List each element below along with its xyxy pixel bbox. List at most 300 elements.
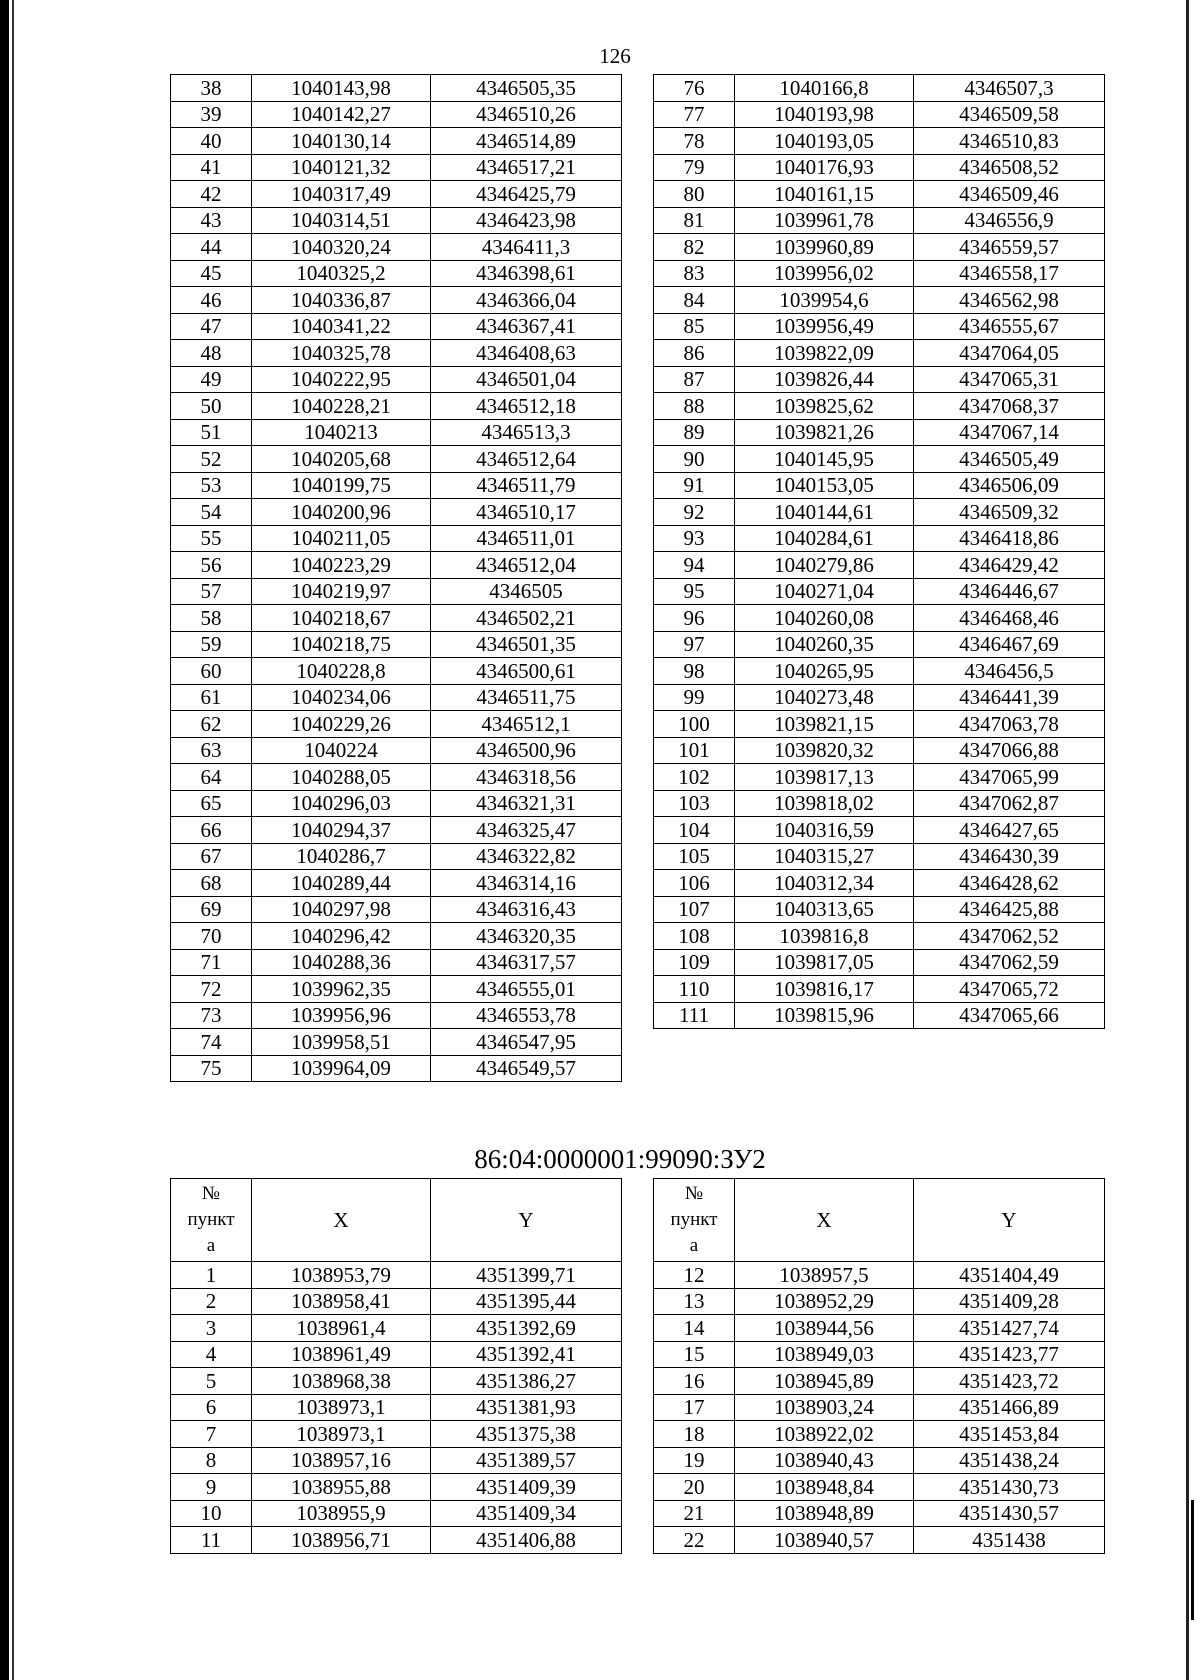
- table-row: [654, 499, 1105, 526]
- point-number-cell: 52: [171, 446, 252, 473]
- point-number-cell: 95: [654, 578, 735, 605]
- point-number-cell: 89: [654, 419, 735, 446]
- table-row: [654, 181, 1105, 208]
- x-coordinate-cell: 1038957,16: [252, 1447, 431, 1474]
- y-coordinate-cell: 4346558,17: [914, 260, 1105, 287]
- table-row: [654, 101, 1105, 128]
- table-row: [654, 631, 1105, 658]
- x-coordinate-cell: 1040296,03: [252, 790, 431, 817]
- x-coordinate-cell: 1039817,05: [735, 949, 914, 976]
- x-coordinate-cell: 1040320,24: [252, 234, 431, 261]
- point-number-cell: 106: [654, 870, 735, 897]
- y-coordinate-cell: 4351404,49: [914, 1262, 1105, 1289]
- y-coordinate-cell: 4346317,57: [431, 949, 622, 976]
- y-coordinate-cell: 4346549,57: [431, 1055, 622, 1082]
- y-coordinate-cell: 4346468,46: [914, 605, 1105, 632]
- x-coordinate-cell: 1038953,79: [252, 1262, 431, 1289]
- x-coordinate-cell: 1039956,02: [735, 260, 914, 287]
- x-coordinate-cell: 1040288,05: [252, 764, 431, 791]
- parcel-coordinates-table-right: [653, 1178, 1105, 1554]
- x-coordinate-cell: 1040234,06: [252, 684, 431, 711]
- point-number-cell: 109: [654, 949, 735, 976]
- y-coordinate-cell: 4346430,39: [914, 843, 1105, 870]
- table-row: [654, 419, 1105, 446]
- table-row: [171, 896, 622, 923]
- y-coordinate-cell: 4346553,78: [431, 1002, 622, 1029]
- table-row: [171, 870, 622, 897]
- x-coordinate-cell: 1038948,89: [735, 1500, 914, 1527]
- x-coordinate-cell: 1040211,05: [252, 525, 431, 552]
- table-row: [654, 1527, 1105, 1554]
- y-coordinate-cell: 4347065,99: [914, 764, 1105, 791]
- y-coordinate-cell: 4346505: [431, 578, 622, 605]
- scan-border-right: [1186, 0, 1189, 1680]
- x-coordinate-cell: 1039962,35: [252, 976, 431, 1003]
- point-number-cell: 10: [171, 1500, 252, 1527]
- point-number-cell: 98: [654, 658, 735, 685]
- point-number-cell: 7: [171, 1421, 252, 1448]
- y-coordinate-cell: 4346500,96: [431, 737, 622, 764]
- point-number-cell: 17: [654, 1394, 735, 1421]
- table-row: [171, 234, 622, 261]
- y-coordinate-cell: 4346512,04: [431, 552, 622, 579]
- x-coordinate-cell: 1040205,68: [252, 446, 431, 473]
- point-number-cell: 53: [171, 472, 252, 499]
- x-coordinate-cell: 1040325,78: [252, 340, 431, 367]
- y-coordinate-cell: 4346511,75: [431, 684, 622, 711]
- x-coordinate-cell: 1040296,42: [252, 923, 431, 950]
- point-number-cell: 11: [171, 1527, 252, 1554]
- x-coordinate-cell: 1040260,35: [735, 631, 914, 658]
- point-number-cell: 21: [654, 1500, 735, 1527]
- header-point-number: № пункт а: [654, 1179, 735, 1262]
- y-coordinate-cell: 4351406,88: [431, 1527, 622, 1554]
- x-coordinate-cell: 1038944,56: [735, 1315, 914, 1342]
- point-number-cell: 2: [171, 1288, 252, 1315]
- x-coordinate-cell: 1040288,36: [252, 949, 431, 976]
- y-coordinate-cell: 4347065,72: [914, 976, 1105, 1003]
- y-coordinate-cell: 4346321,31: [431, 790, 622, 817]
- x-coordinate-cell: 1040193,05: [735, 128, 914, 155]
- header-y: Y: [431, 1179, 622, 1262]
- x-coordinate-cell: 1038973,1: [252, 1394, 431, 1421]
- point-number-cell: 67: [171, 843, 252, 870]
- y-coordinate-cell: 4346501,04: [431, 366, 622, 393]
- point-number-cell: 63: [171, 737, 252, 764]
- x-coordinate-cell: 1039958,51: [252, 1029, 431, 1056]
- point-number-cell: 6: [171, 1394, 252, 1421]
- point-number-cell: 13: [654, 1288, 735, 1315]
- x-coordinate-cell: 1040213: [252, 419, 431, 446]
- table-row: [654, 790, 1105, 817]
- point-number-cell: 49: [171, 366, 252, 393]
- point-number-cell: 103: [654, 790, 735, 817]
- y-coordinate-cell: 4346510,83: [914, 128, 1105, 155]
- x-coordinate-cell: 1040325,2: [252, 260, 431, 287]
- y-coordinate-cell: 4346411,3: [431, 234, 622, 261]
- point-number-cell: 42: [171, 181, 252, 208]
- y-coordinate-cell: 4351395,44: [431, 1288, 622, 1315]
- table-row: [654, 446, 1105, 473]
- x-coordinate-cell: 1040130,14: [252, 128, 431, 155]
- point-number-cell: 85: [654, 313, 735, 340]
- table-row: [171, 446, 622, 473]
- y-coordinate-cell: 4346467,69: [914, 631, 1105, 658]
- table-body: [654, 75, 1105, 1029]
- table-row: [654, 843, 1105, 870]
- x-coordinate-cell: 1040199,75: [252, 472, 431, 499]
- x-coordinate-cell: 1040228,8: [252, 658, 431, 685]
- x-coordinate-cell: 1038922,02: [735, 1421, 914, 1448]
- point-number-cell: 77: [654, 101, 735, 128]
- y-coordinate-cell: 4347064,05: [914, 340, 1105, 367]
- x-coordinate-cell: 1039825,62: [735, 393, 914, 420]
- x-coordinate-cell: 1038958,41: [252, 1288, 431, 1315]
- table-row: [654, 128, 1105, 155]
- x-coordinate-cell: 1040316,59: [735, 817, 914, 844]
- y-coordinate-cell: 4346512,64: [431, 446, 622, 473]
- y-coordinate-cell: 4347062,52: [914, 923, 1105, 950]
- x-coordinate-cell: 1039816,8: [735, 923, 914, 950]
- table-row: [654, 923, 1105, 950]
- y-coordinate-cell: 4347068,37: [914, 393, 1105, 420]
- point-number-cell: 39: [171, 101, 252, 128]
- point-number-cell: 71: [171, 949, 252, 976]
- table-row: [654, 1315, 1105, 1342]
- table-row: [654, 472, 1105, 499]
- y-coordinate-cell: 4346559,57: [914, 234, 1105, 261]
- y-coordinate-cell: 4347067,14: [914, 419, 1105, 446]
- coordinates-table-left: [170, 74, 622, 1082]
- table-row: [654, 1447, 1105, 1474]
- table-row: [171, 1394, 622, 1421]
- point-number-cell: 44: [171, 234, 252, 261]
- table-row: [654, 1474, 1105, 1501]
- table-row: [171, 128, 622, 155]
- y-coordinate-cell: 4346512,1: [431, 711, 622, 738]
- y-coordinate-cell: 4346506,09: [914, 472, 1105, 499]
- table-row: [171, 1002, 622, 1029]
- table-row: [654, 1341, 1105, 1368]
- y-coordinate-cell: 4351375,38: [431, 1421, 622, 1448]
- y-coordinate-cell: 4346512,18: [431, 393, 622, 420]
- table-row: [171, 154, 622, 181]
- point-number-cell: 58: [171, 605, 252, 632]
- y-coordinate-cell: 4346511,01: [431, 525, 622, 552]
- table-row: [654, 1288, 1105, 1315]
- x-coordinate-cell: 1039956,96: [252, 1002, 431, 1029]
- x-coordinate-cell: 1040315,27: [735, 843, 914, 870]
- x-coordinate-cell: 1038968,38: [252, 1368, 431, 1395]
- table-row: [171, 552, 622, 579]
- y-coordinate-cell: 4346508,52: [914, 154, 1105, 181]
- x-coordinate-cell: 1040228,21: [252, 393, 431, 420]
- point-number-cell: 1: [171, 1262, 252, 1289]
- table-row: [171, 340, 622, 367]
- table-row: [171, 499, 622, 526]
- y-coordinate-cell: 4346556,9: [914, 207, 1105, 234]
- point-number-cell: 20: [654, 1474, 735, 1501]
- table-row: [171, 658, 622, 685]
- table-row: [171, 1500, 622, 1527]
- table-row: [654, 340, 1105, 367]
- y-coordinate-cell: 4346367,41: [431, 313, 622, 340]
- x-coordinate-cell: 1040145,95: [735, 446, 914, 473]
- point-number-cell: 107: [654, 896, 735, 923]
- table-row: [171, 684, 622, 711]
- table-row: [171, 1315, 622, 1342]
- point-number-cell: 60: [171, 658, 252, 685]
- table-row: [654, 1002, 1105, 1029]
- point-number-cell: 79: [654, 154, 735, 181]
- y-coordinate-cell: 4347062,59: [914, 949, 1105, 976]
- header-y: Y: [914, 1179, 1105, 1262]
- y-coordinate-cell: 4346314,16: [431, 870, 622, 897]
- header-row: [171, 1179, 622, 1262]
- y-coordinate-cell: 4351430,73: [914, 1474, 1105, 1501]
- point-number-cell: 87: [654, 366, 735, 393]
- y-coordinate-cell: 4346501,35: [431, 631, 622, 658]
- x-coordinate-cell: 1040284,61: [735, 525, 914, 552]
- x-coordinate-cell: 1038961,49: [252, 1341, 431, 1368]
- table-row: [654, 234, 1105, 261]
- table-row: [171, 472, 622, 499]
- x-coordinate-cell: 1040143,98: [252, 75, 431, 102]
- table-row: [654, 870, 1105, 897]
- y-coordinate-cell: 4347063,78: [914, 711, 1105, 738]
- x-coordinate-cell: 1040286,7: [252, 843, 431, 870]
- y-coordinate-cell: 4351409,34: [431, 1500, 622, 1527]
- y-coordinate-cell: 4346398,61: [431, 260, 622, 287]
- table-row: [654, 1394, 1105, 1421]
- y-coordinate-cell: 4346555,67: [914, 313, 1105, 340]
- y-coordinate-cell: 4346509,58: [914, 101, 1105, 128]
- x-coordinate-cell: 1039964,09: [252, 1055, 431, 1082]
- x-coordinate-cell: 1038948,84: [735, 1474, 914, 1501]
- x-coordinate-cell: 1039820,32: [735, 737, 914, 764]
- y-coordinate-cell: 4351466,89: [914, 1394, 1105, 1421]
- y-coordinate-cell: 4351389,57: [431, 1447, 622, 1474]
- x-coordinate-cell: 1040142,27: [252, 101, 431, 128]
- table-row: [654, 207, 1105, 234]
- table-row: [171, 843, 622, 870]
- table-row: [171, 1262, 622, 1289]
- table-row: [654, 605, 1105, 632]
- table-row: [171, 817, 622, 844]
- table-row: [654, 260, 1105, 287]
- x-coordinate-cell: 1039956,49: [735, 313, 914, 340]
- y-coordinate-cell: 4346509,46: [914, 181, 1105, 208]
- scan-border-left-inner: [12, 0, 14, 1680]
- point-number-cell: 56: [171, 552, 252, 579]
- point-number-cell: 100: [654, 711, 735, 738]
- table-row: [654, 949, 1105, 976]
- point-number-cell: 3: [171, 1315, 252, 1342]
- y-coordinate-cell: 4347062,87: [914, 790, 1105, 817]
- x-coordinate-cell: 1040271,04: [735, 578, 914, 605]
- x-coordinate-cell: 1040121,32: [252, 154, 431, 181]
- point-number-cell: 97: [654, 631, 735, 658]
- x-coordinate-cell: 1040312,34: [735, 870, 914, 897]
- x-coordinate-cell: 1040341,22: [252, 313, 431, 340]
- table-row: [171, 181, 622, 208]
- x-coordinate-cell: 1038973,1: [252, 1421, 431, 1448]
- point-number-cell: 75: [171, 1055, 252, 1082]
- x-coordinate-cell: 1040176,93: [735, 154, 914, 181]
- y-coordinate-cell: 4346366,04: [431, 287, 622, 314]
- table-row: [171, 260, 622, 287]
- table-row: [171, 1421, 622, 1448]
- point-number-cell: 9: [171, 1474, 252, 1501]
- point-number-cell: 90: [654, 446, 735, 473]
- x-coordinate-cell: 1038940,43: [735, 1447, 914, 1474]
- point-number-cell: 48: [171, 340, 252, 367]
- table-row: [171, 631, 622, 658]
- x-coordinate-cell: 1040224: [252, 737, 431, 764]
- point-number-cell: 8: [171, 1447, 252, 1474]
- y-coordinate-cell: 4346425,88: [914, 896, 1105, 923]
- point-number-cell: 92: [654, 499, 735, 526]
- x-coordinate-cell: 1040260,08: [735, 605, 914, 632]
- point-number-cell: 108: [654, 923, 735, 950]
- x-coordinate-cell: 1040297,98: [252, 896, 431, 923]
- point-number-cell: 64: [171, 764, 252, 791]
- table-row: [171, 419, 622, 446]
- y-coordinate-cell: 4346446,67: [914, 578, 1105, 605]
- y-coordinate-cell: 4346510,26: [431, 101, 622, 128]
- section-title: 86:04:0000001:99090:ЗУ2: [474, 1144, 766, 1174]
- x-coordinate-cell: 1038955,9: [252, 1500, 431, 1527]
- table-row: [171, 923, 622, 950]
- point-number-cell: 65: [171, 790, 252, 817]
- y-coordinate-cell: 4347066,88: [914, 737, 1105, 764]
- y-coordinate-cell: 4346318,56: [431, 764, 622, 791]
- header-row: [654, 1179, 1105, 1262]
- x-coordinate-cell: 1039817,13: [735, 764, 914, 791]
- point-number-cell: 14: [654, 1315, 735, 1342]
- point-number-cell: 40: [171, 128, 252, 155]
- table-row: [654, 1368, 1105, 1395]
- point-number-cell: 43: [171, 207, 252, 234]
- point-number-cell: 45: [171, 260, 252, 287]
- point-number-cell: 47: [171, 313, 252, 340]
- y-coordinate-cell: 4346517,21: [431, 154, 622, 181]
- point-number-cell: 15: [654, 1341, 735, 1368]
- point-number-cell: 78: [654, 128, 735, 155]
- point-number-cell: 50: [171, 393, 252, 420]
- table-row: [654, 658, 1105, 685]
- x-coordinate-cell: 1040273,48: [735, 684, 914, 711]
- x-coordinate-cell: 1040314,51: [252, 207, 431, 234]
- point-number-cell: 81: [654, 207, 735, 234]
- table-row: [171, 605, 622, 632]
- table-row: [171, 764, 622, 791]
- table-row: [654, 764, 1105, 791]
- table-row: [171, 711, 622, 738]
- y-coordinate-cell: 4346505,49: [914, 446, 1105, 473]
- y-coordinate-cell: 4346509,32: [914, 499, 1105, 526]
- table-row: [654, 366, 1105, 393]
- point-number-cell: 82: [654, 234, 735, 261]
- x-coordinate-cell: 1038940,57: [735, 1527, 914, 1554]
- y-coordinate-cell: 4347065,31: [914, 366, 1105, 393]
- table-row: [171, 101, 622, 128]
- table-row: [171, 976, 622, 1003]
- point-number-cell: 110: [654, 976, 735, 1003]
- table-row: [654, 1421, 1105, 1448]
- x-coordinate-cell: 1040218,67: [252, 605, 431, 632]
- y-coordinate-cell: 4346418,86: [914, 525, 1105, 552]
- table-row: [654, 737, 1105, 764]
- x-coordinate-cell: 1040317,49: [252, 181, 431, 208]
- x-coordinate-cell: 1040219,97: [252, 578, 431, 605]
- y-coordinate-cell: 4346320,35: [431, 923, 622, 950]
- point-number-cell: 102: [654, 764, 735, 791]
- point-number-cell: 68: [171, 870, 252, 897]
- y-coordinate-cell: 4346428,62: [914, 870, 1105, 897]
- table-row: [654, 287, 1105, 314]
- point-number-cell: 86: [654, 340, 735, 367]
- y-coordinate-cell: 4346562,98: [914, 287, 1105, 314]
- table-row: [171, 578, 622, 605]
- x-coordinate-cell: 1039818,02: [735, 790, 914, 817]
- table-row: [654, 313, 1105, 340]
- point-number-cell: 62: [171, 711, 252, 738]
- x-coordinate-cell: 1038952,29: [735, 1288, 914, 1315]
- x-coordinate-cell: 1039826,44: [735, 366, 914, 393]
- point-number-cell: 76: [654, 75, 735, 102]
- y-coordinate-cell: 4346500,61: [431, 658, 622, 685]
- point-number-cell: 61: [171, 684, 252, 711]
- table-row: [654, 75, 1105, 102]
- x-coordinate-cell: 1039816,17: [735, 976, 914, 1003]
- parcel-coordinates-table-left: [170, 1178, 622, 1554]
- x-coordinate-cell: 1040200,96: [252, 499, 431, 526]
- x-coordinate-cell: 1040222,95: [252, 366, 431, 393]
- y-coordinate-cell: 4351423,77: [914, 1341, 1105, 1368]
- table-row: [171, 1288, 622, 1315]
- point-number-cell: 96: [654, 605, 735, 632]
- y-coordinate-cell: 4346316,43: [431, 896, 622, 923]
- point-number-cell: 99: [654, 684, 735, 711]
- point-number-cell: 51: [171, 419, 252, 446]
- y-coordinate-cell: 4351386,27: [431, 1368, 622, 1395]
- x-coordinate-cell: 1040265,95: [735, 658, 914, 685]
- x-coordinate-cell: 1038961,4: [252, 1315, 431, 1342]
- x-coordinate-cell: 1039960,89: [735, 234, 914, 261]
- table-row: [171, 1447, 622, 1474]
- point-number-cell: 74: [171, 1029, 252, 1056]
- x-coordinate-cell: 1040193,98: [735, 101, 914, 128]
- x-coordinate-cell: 1039822,09: [735, 340, 914, 367]
- table-row: [171, 949, 622, 976]
- point-number-cell: 83: [654, 260, 735, 287]
- x-coordinate-cell: 1039821,26: [735, 419, 914, 446]
- table-row: [171, 393, 622, 420]
- table-row: [171, 313, 622, 340]
- x-coordinate-cell: 1040153,05: [735, 472, 914, 499]
- point-number-cell: 80: [654, 181, 735, 208]
- y-coordinate-cell: 4346555,01: [431, 976, 622, 1003]
- y-coordinate-cell: 4351423,72: [914, 1368, 1105, 1395]
- x-coordinate-cell: 1040279,86: [735, 552, 914, 579]
- table-row: [654, 896, 1105, 923]
- table-row: [654, 525, 1105, 552]
- y-coordinate-cell: 4351392,69: [431, 1315, 622, 1342]
- header-x: X: [252, 1179, 431, 1262]
- table-row: [171, 75, 622, 102]
- point-number-cell: 70: [171, 923, 252, 950]
